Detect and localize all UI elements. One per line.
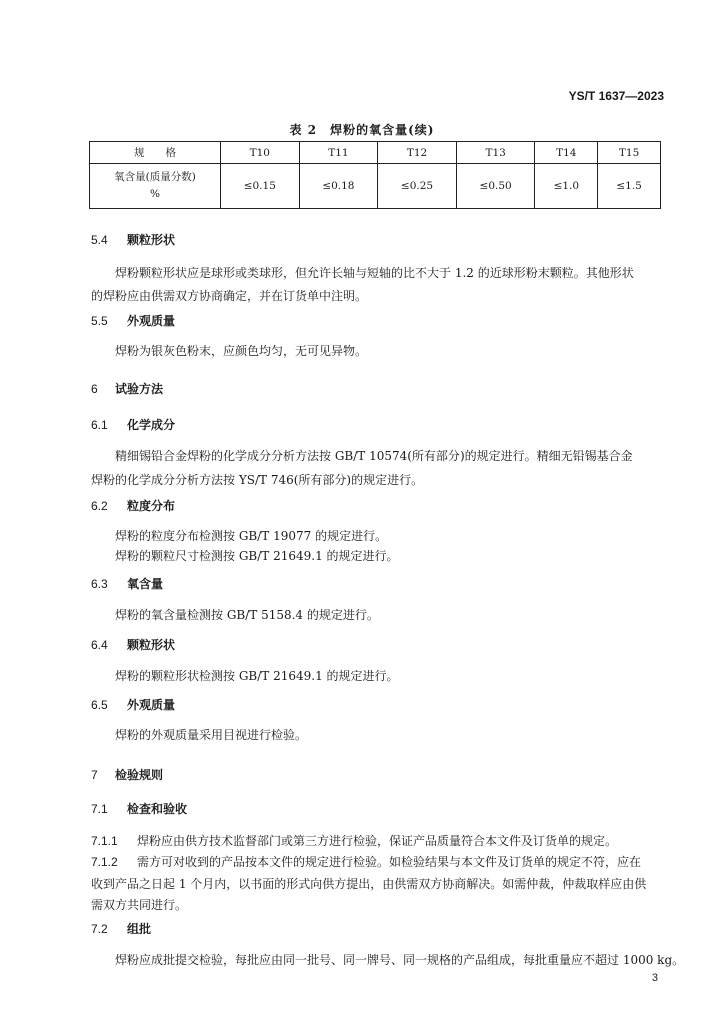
section-title: 试验方法 xyxy=(115,382,164,396)
paragraph-line: 焊粉颗粒形状应是球形或类球形，但允许长轴与短轴的比不大于 1.2 的近球形粉末颗粒。其他形状 xyxy=(115,266,634,280)
table-cell: ≤1.0 xyxy=(535,164,598,209)
paragraph-line: 焊粉的外观质量采用目视进行检验。 xyxy=(115,728,308,742)
paragraph-line: 焊粉的颗粒尺寸检测按 GB/T 21649.1 的规定进行。 xyxy=(115,549,399,563)
table-col-header: T12 xyxy=(378,142,457,164)
table-header-row xyxy=(90,142,661,164)
table-cell: ≤0.18 xyxy=(299,164,378,209)
paragraph-line: 焊粉为银灰色粉末，应颜色均匀，无可见异物。 xyxy=(115,344,368,358)
row-label-line1: 氧含量(质量分数) xyxy=(114,171,196,183)
section-title: 外观质量 xyxy=(127,314,176,328)
table-cell: ≤0.50 xyxy=(456,164,535,209)
table-row-label xyxy=(90,164,221,209)
section-number: 7 xyxy=(91,768,98,782)
section-heading-5-5 xyxy=(91,312,175,329)
table-value-row xyxy=(90,164,661,209)
clause-text: 需方可对收到的产品按本文件的规定进行检验。如检验结果与本文件及订货单的规定不符，应在 xyxy=(137,855,642,869)
section-heading-6-5 xyxy=(91,696,175,713)
table-title: 表 2 焊粉的氧含量(续) xyxy=(289,123,435,137)
section-number: 6.4 xyxy=(91,638,108,652)
section-number: 6 xyxy=(91,382,98,396)
section-title: 氧含量 xyxy=(127,577,164,591)
clause-number: 7.1.1 xyxy=(91,834,118,848)
section-heading-6-4 xyxy=(91,636,175,653)
section-number: 6.3 xyxy=(91,577,108,591)
document-code: YS/T 1637—2023 xyxy=(568,89,664,103)
table-col-header: T15 xyxy=(598,142,661,164)
row-label-line2: % xyxy=(150,188,160,200)
section-title: 颗粒形状 xyxy=(127,233,176,247)
section-title: 颗粒形状 xyxy=(127,638,176,652)
paragraph-line: 焊粉的氧含量检测按 GB/T 5158.4 的规定进行。 xyxy=(115,608,379,622)
section-number: 5.4 xyxy=(91,233,108,247)
section-heading-6 xyxy=(91,380,163,397)
table-cell: ≤0.25 xyxy=(378,164,457,209)
table-col-header: T11 xyxy=(299,142,378,164)
clause-7-1-2 xyxy=(91,853,641,870)
paragraph-line: 的焊粉应由供需双方协商确定，并在订货单中注明。 xyxy=(91,289,368,303)
section-heading-7-2 xyxy=(91,920,151,937)
clause-7-1-1 xyxy=(91,832,617,849)
section-number: 6.5 xyxy=(91,698,108,712)
section-title: 检查和验收 xyxy=(127,802,188,816)
oxygen-content-table xyxy=(89,141,661,209)
paragraph-line: 焊粉应成批提交检验，每批应由同一批号、同一牌号、同一规格的产品组成，每批重量应不超过 1000 kg。 xyxy=(115,953,685,967)
clause-text: 焊粉应由供方技术监督部门或第三方进行检验，保证产品质量符合本文件及订货单的规定。 xyxy=(137,834,618,848)
section-heading-7-1 xyxy=(91,800,187,817)
section-number: 7.2 xyxy=(91,922,108,936)
table-cell: ≤0.15 xyxy=(221,164,300,209)
section-heading-6-3 xyxy=(91,575,163,592)
paragraph-line: 焊粉的颗粒形状检测按 GB/T 21649.1 的规定进行。 xyxy=(115,669,399,683)
paragraph-line: 需双方共同进行。 xyxy=(91,898,188,912)
section-heading-6-2 xyxy=(91,497,175,514)
section-heading-5-4 xyxy=(91,231,175,248)
section-title: 外观质量 xyxy=(127,698,176,712)
paragraph-line: 焊粉的化学成分分析方法按 YS/T 746(所有部分)的规定进行。 xyxy=(91,473,424,487)
table-col-header: T14 xyxy=(535,142,598,164)
table-col-header: T13 xyxy=(456,142,535,164)
section-title: 化学成分 xyxy=(127,418,176,432)
paragraph-line: 收到产品之日起 1 个月内，以书面的形式向供方提出，由供需双方协商解决。如需仲裁，仲裁取样应由供 xyxy=(91,877,647,891)
section-number: 5.5 xyxy=(91,314,108,328)
table-col-header: T10 xyxy=(221,142,300,164)
paragraph-line: 焊粉的粒度分布检测按 GB/T 19077 的规定进行。 xyxy=(115,529,388,543)
paragraph-line: 精细锡铅合金焊粉的化学成分分析方法按 GB/T 10574(所有部分)的规定进行。精细无铅锡基合金 xyxy=(115,449,633,463)
section-heading-6-1 xyxy=(91,416,175,433)
section-title: 检验规则 xyxy=(115,768,164,782)
section-number: 7.1 xyxy=(91,802,108,816)
page-number: 3 xyxy=(651,972,658,984)
clause-number: 7.1.2 xyxy=(91,855,118,869)
section-number: 6.1 xyxy=(91,418,108,432)
section-heading-7 xyxy=(91,766,163,783)
section-title: 组批 xyxy=(127,922,152,936)
table-header-label: 规 格 xyxy=(90,142,221,164)
table-cell: ≤1.5 xyxy=(598,164,661,209)
section-number: 6.2 xyxy=(91,499,108,513)
section-title: 粒度分布 xyxy=(127,499,176,513)
